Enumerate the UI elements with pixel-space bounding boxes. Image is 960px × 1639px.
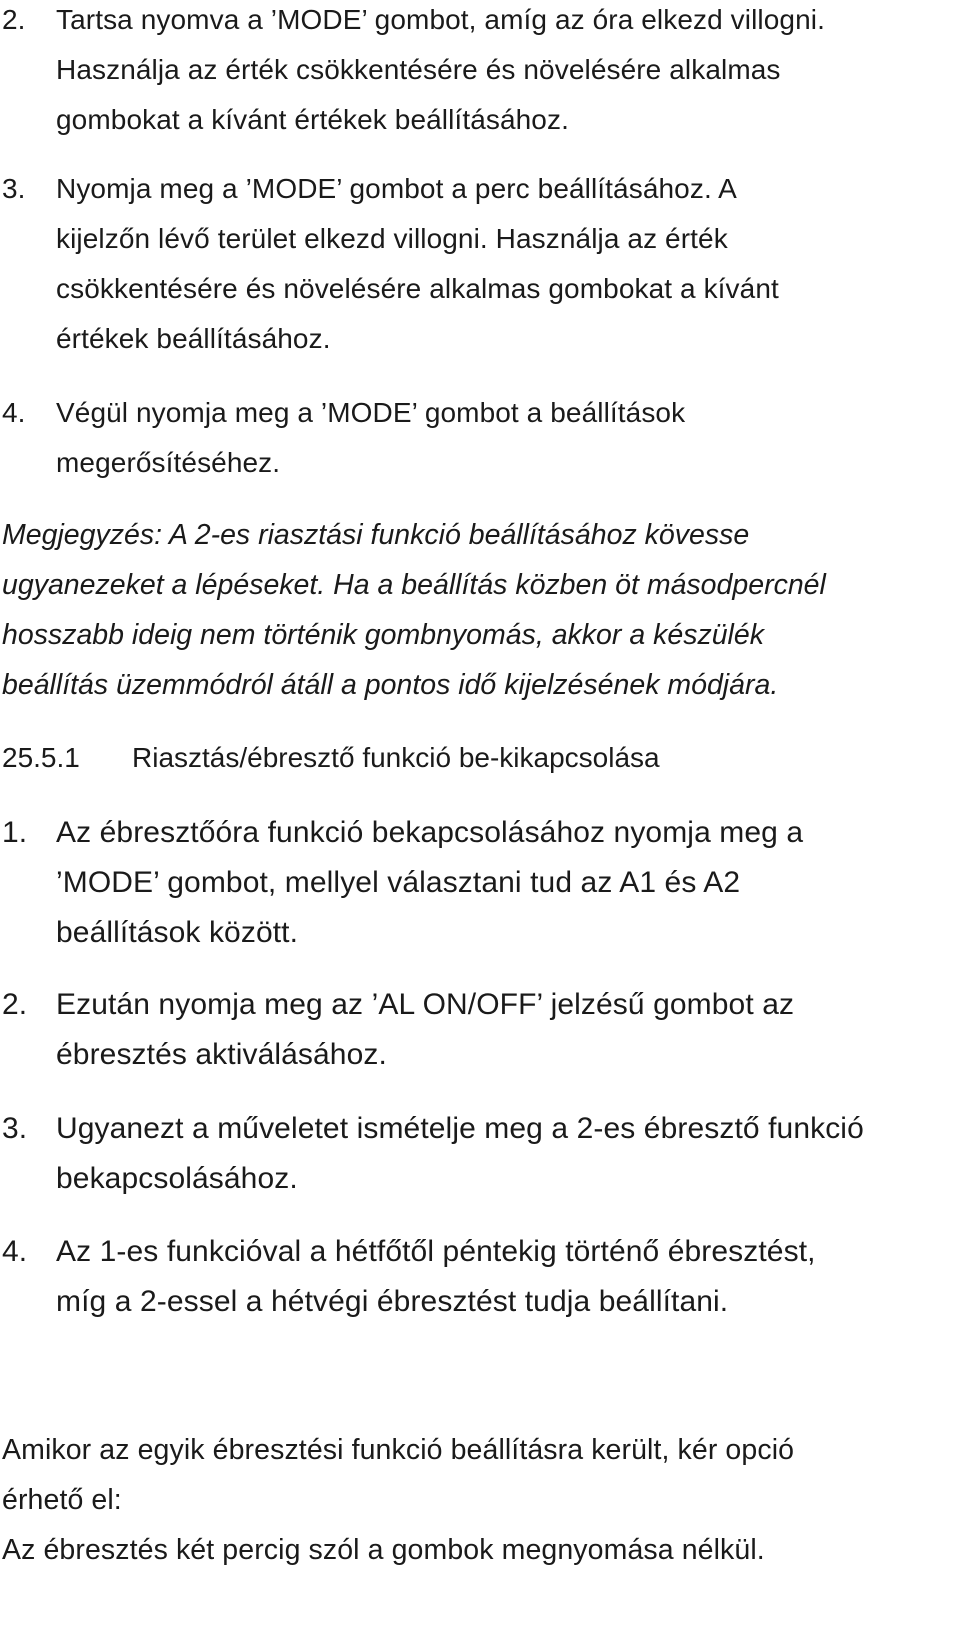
list-item-text: kijelzőn lévő terület elkezd villogni. Használja az érték	[56, 223, 728, 254]
list-item-text: Az 1-es funkcióval a hétfőtől péntekig történő ébresztést,	[56, 1235, 816, 1268]
list-item-text: ébresztés aktiválásához.	[56, 1038, 387, 1071]
list-item-text: Az ébresztőóra funkció bekapcsolásához nyomja meg a	[56, 816, 804, 849]
list-item-number: 3.	[2, 173, 26, 204]
list-item-text: Ezután nyomja meg az ’AL ON/OFF’ jelzésű gombot az	[56, 988, 795, 1021]
paragraph-line: Amikor az egyik ébresztési funkció beállításra került, kér opció	[2, 1434, 795, 1466]
paragraph-line: Az ébresztés két percig szól a gombok megnyomása nélkül.	[2, 1534, 765, 1566]
list-item-number: 2.	[2, 4, 26, 35]
list-item-text: gombokat a kívánt értékek beállításához.	[56, 104, 569, 135]
list-item-number: 1.	[2, 816, 28, 849]
note-line: ugyanezeket a lépéseket. Ha a beállítás közben öt másodpercnél	[2, 569, 826, 601]
list-item-text: Tartsa nyomva a ’MODE’ gombot, amíg az óra elkezd villogni.	[56, 4, 825, 35]
note-line: beállítás üzemmódról átáll a pontos idő kijelzésének módjára.	[2, 669, 779, 701]
list-item-number: 4.	[2, 1235, 28, 1268]
list-item-text: Használja az érték csökkentésére és növelésére alkalmas	[56, 54, 781, 85]
list-item-text: míg a 2-essel a hétvégi ébresztést tudja beállítani.	[56, 1285, 729, 1318]
list-item-text: Végül nyomja meg a ’MODE’ gombot a beállítások	[56, 397, 686, 428]
note-line: hosszabb ideig nem történik gombnyomás, akkor a készülék	[2, 619, 764, 651]
list-item-text: bekapcsolásához.	[56, 1162, 298, 1195]
list-item-number: 4.	[2, 397, 26, 428]
list-item-text: Ugyanezt a műveletet ismételje meg a 2-es ébresztő funkció	[56, 1112, 864, 1145]
paragraph-line: érhető el:	[2, 1484, 122, 1516]
list-item-text: csökkentésére és növelésére alkalmas gombokat a kívánt	[56, 273, 779, 304]
list-item-number: 3.	[2, 1112, 28, 1145]
note-line: Megjegyzés: A 2-es riasztási funkció beállításához kövesse	[2, 519, 750, 551]
list-item-text: Nyomja meg a ’MODE’ gombot a perc beállításához. A	[56, 173, 737, 204]
section-number: 25.5.1	[2, 742, 80, 773]
list-item-text: megerősítéséhez.	[56, 447, 281, 478]
list-item-text: beállítások között.	[56, 916, 299, 949]
list-item-text: értékek beállításához.	[56, 323, 331, 354]
section-title: Riasztás/ébresztő funkció be-kikapcsolása	[132, 742, 660, 773]
list-item-text: ’MODE’ gombot, mellyel választani tud az A1 és A2	[56, 866, 741, 899]
list-item-number: 2.	[2, 988, 28, 1021]
